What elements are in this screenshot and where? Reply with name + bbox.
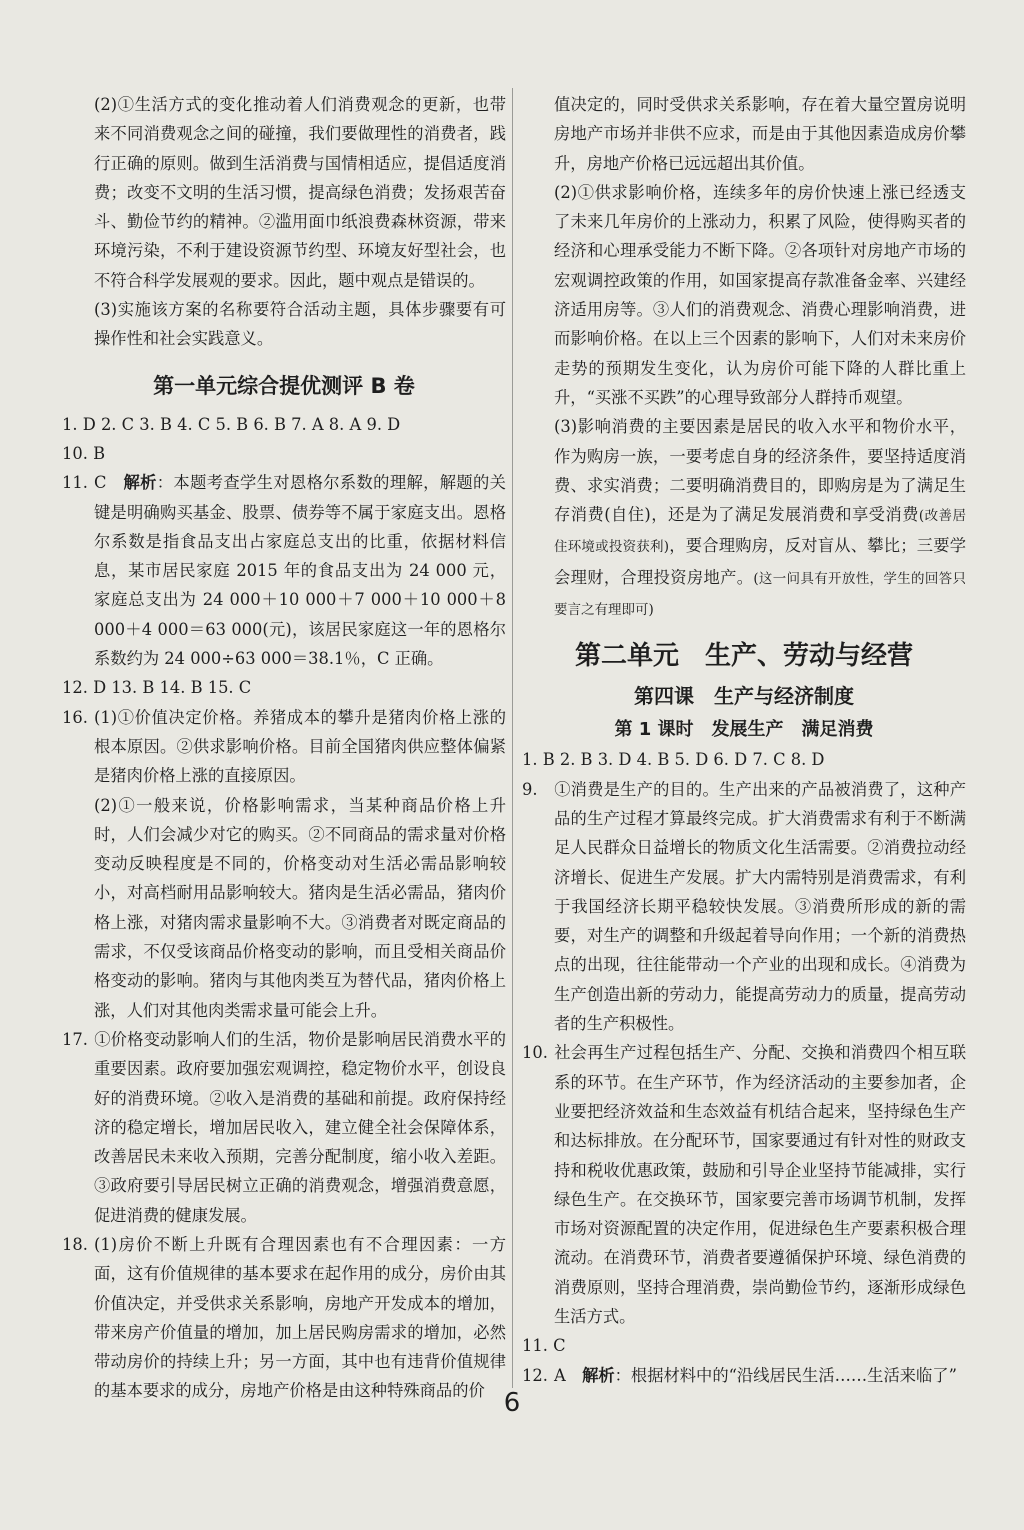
- analysis-tag: 解析: [123, 473, 157, 493]
- answer-text: (1)房价不断上升既有合理因素也有不合理因素：一方面，这有价值规律的基本要求在起作用的成分，房价由其价值决定，并受供求关系影响，房地产开发成本的增加，带来房产价值量的增加，加上居民购房需求的增加，必然带动房价的持续上升；另一方面，其中也有违背价值规律的基本要求的成分，房地产价格是由这种特殊商品的价: [94, 1234, 506, 1401]
- note-text: (这一问具有开放性，学生的回答只要言之有理即可): [554, 570, 966, 619]
- question-number: 17.: [62, 1029, 88, 1049]
- paragraph: (2)①生活方式的变化推动着人们消费观念的更新，也带来不同消费观念之间的碰撞，我们要做理性的消费者，践行正确的原则。做到生活消费与国情相适应，提倡适度消费；改变不文明的生活习惯，提高绿色消费；发扬艰苦奋斗、勤俭节约的精神。②滥用面巾纸浪费森林资源，带来环境污染，不利于建设资源节约型、环境友好型社会，也不符合科学发展观的要求。因此，题中观点是错误的。: [94, 95, 506, 290]
- page-number: 6: [503, 1388, 521, 1418]
- paragraph: (3)实施该方案的名称要符合活动主题，具体步骤要有可操作性和社会实践意义。: [94, 300, 506, 349]
- text: ，还是为了满足发展消费和享受消费: [650, 505, 919, 525]
- text: (3)影响消费的主要因素是居民的收入水平和物价水平，作为购房一族，一要考虑自身的经济条件，要坚持适度消费、求实消费；二要明确消费目的，即购房是为了满足生存消费: [554, 417, 966, 525]
- answer-line: 12. D 13. B 14. B 15. C: [62, 678, 252, 698]
- question-10: [522, 1038, 966, 1331]
- period-title: 第 1 课时 发展生产 满足消费: [614, 719, 874, 741]
- lesson-title: 第四课 生产与经济制度: [634, 684, 854, 709]
- note-text: (改善居住环境或投资获利): [554, 508, 966, 556]
- question-18: [62, 1230, 506, 1406]
- answer: A: [554, 1365, 566, 1385]
- question-11: [62, 468, 506, 673]
- question-number: 9.: [522, 779, 538, 799]
- unit-title: 第二单元 生产、劳动与经营: [574, 641, 913, 672]
- analysis-text: ：本题考查学生对恩格尔系数的理解，解题的关键是明确购买基金、股票、债券等不属于家庭支出。恩格尔系数是指食品支出占家庭总支出的比重，依据材料信息，某市居民家庭 2015 年的食品支出为 24 000 元，家庭总支出为 24 000＋10 000＋7 000＋10 000＋8 000＋4 000＝63 000(元)，该居民家庭这一年的恩格尔系数约为 24 000÷63 000＝38.1％，C 正确。: [94, 473, 506, 669]
- answer-line: 11. C: [522, 1336, 566, 1356]
- answer-line: 1. D 2. C 3. B 4. C 5. B 6. B 7. A 8. A 9. D: [62, 414, 401, 434]
- text: (自住): [604, 505, 651, 525]
- right-column: [522, 90, 966, 1390]
- answer: C: [94, 473, 107, 493]
- paragraph: (2)①一般来说，价格影响需求，当某种商品价格上升时，人们会减少对它的购买。②不同商品的需求量对价格变动反映程度是不同的，价格变动对生活必需品影响较小，对高档耐用品影响较大。猪肉是生活必需品，猪肉价格上涨，对猪肉需求量影响不大。③消费者对既定商品的需求，不仅受该商品价格变动的影响，而且受相关商品价格变动的影响。猪肉与其他肉类互为替代品，猪肉价格上涨，人们对其他肉类需求量可能会上升。: [94, 795, 506, 1020]
- question-9: [522, 775, 966, 1039]
- question-number: 18.: [62, 1234, 88, 1254]
- paragraph: 值决定的，同时受供求关系影响，存在着大量空置房说明房地产市场并非供不应求，而是由于其他因素造成房价攀升，房地产价格已远远超出其价值。: [554, 95, 966, 173]
- answer-line: 1. B 2. B 3. D 4. B 5. D 6. D 7. C 8. D: [522, 750, 825, 770]
- left-column: [62, 90, 506, 1406]
- question-number: 11.: [62, 473, 88, 493]
- text: ，要合理购房，反对盲从、攀比；三要学会理财，合理投资房地产。: [554, 536, 966, 587]
- section-heading: 第一单元综合提优测评 B 卷: [153, 373, 415, 398]
- column-divider: [512, 88, 513, 1388]
- question-number: 10.: [522, 1043, 548, 1063]
- answer-text: ①消费是生产的目的。生产出来的产品被消费了，这种产品的生产过程才算最终完成。扩大消费需求有利于不断满足人民群众日益增长的物质文化生活需要。②消费拉动经济增长、促进生产发展。扩大内需特别是消费需求，有利于我国经济长期平稳较快发展。③消费所形成的新的需要，对生产的调整和升级起着导向作用；一个新的消费热点的出现，往往能带动一个产业的出现和成长。④消费为生产创造出新的劳动力，能提高劳动力的质量，提高劳动者的生产积极性。: [554, 779, 966, 1034]
- answer-line: 10. B: [62, 443, 106, 463]
- paragraph: [522, 412, 966, 625]
- analysis-tag: 解析: [582, 1365, 615, 1385]
- answer-text: (1)①价值决定价格。养猪成本的攀升是猪肉价格上涨的根本原因。②供求影响价格。目前全国猪肉供应整体偏紧是猪肉价格上涨的直接原因。: [94, 707, 506, 786]
- question-number: 16.: [62, 707, 88, 727]
- answer-text: ①价格变动影响人们的生活，物价是影响居民消费水平的重要因素。政府要加强宏观调控，稳定物价水平，创设良好的消费环境。②收入是消费的基础和前提。政府保持经济的稳定增长，增加居民收入，建立健全社会保障体系，改善居民未来收入预期，完善分配制度，缩小收入差距。③政府要引导居民树立正确的消费观念，增强消费意愿，促进消费的健康发展。: [94, 1029, 506, 1225]
- paragraph: (2)①供求影响价格，连续多年的房价快速上涨已经透支了未来几年房价的上涨动力，积累了风险，使得购买者的经济和心理承受能力不断下降。②各项针对房地产市场的宏观调控政策的作用，如国家提高存款准备金率、兴建经济适用房等。③人们的消费观念、消费心理影响消费，进而影响价格。在以上三个因素的影响下，人们对未来房价走势的预期发生变化，认为房价可能下降的人群比重上升，“买涨不买跌”的心理导致部分人群持币观望。: [554, 182, 966, 407]
- question-17: [62, 1025, 506, 1230]
- question-12: [522, 1361, 966, 1390]
- analysis-text: ：根据材料中的“沿线居民生活……生活来临了”: [614, 1365, 957, 1385]
- answer-text: 社会再生产过程包括生产、分配、交换和消费四个相互联系的环节。在生产环节，作为经济活动的主要参加者，企业要把经济效益和生态效益有机结合起来，坚持绿色生产和达标排放。在分配环节，国家要通过有针对性的财政支持和税收优惠政策，鼓励和引导企业坚持节能减排，实行绿色生产。在交换环节，国家要完善市场调节机制，发挥市场对资源配置的决定作用，促进绿色生产要素积极合理流动。在消费环节，消费者要遵循保护环境、绿色消费的消费原则，坚持合理消费，崇尚勤俭节约，逐渐形成绿色生活方式。: [554, 1043, 966, 1326]
- question-number: 12.: [522, 1365, 548, 1385]
- question-16: [62, 703, 506, 791]
